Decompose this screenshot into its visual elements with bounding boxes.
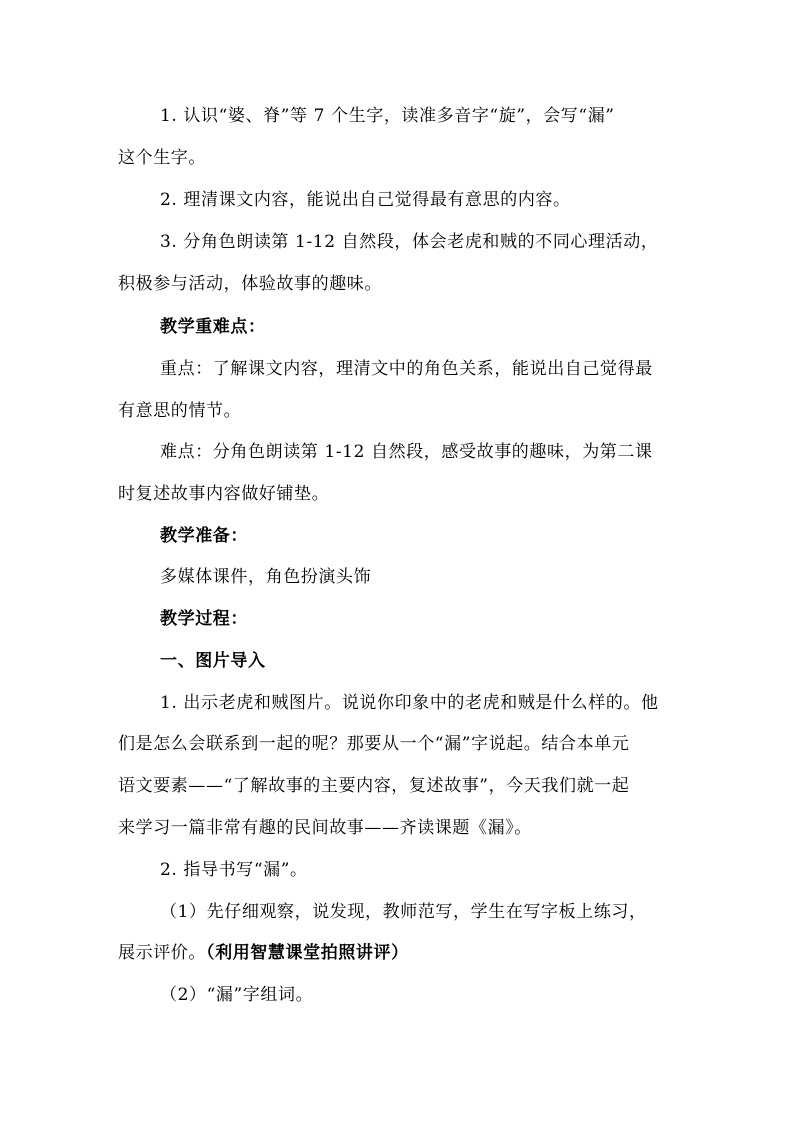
step-1-line-2: 们是怎么会联系到一起的呢？那要从一个“漏”字说起。结合本单元 xyxy=(118,734,630,754)
objective-3-line-2: 积极参与活动，体验故事的趣味。 xyxy=(118,274,382,294)
difficulty-line-2: 时复述故事内容做好铺垫。 xyxy=(118,484,330,504)
sub-step-1-line-2 xyxy=(118,942,409,964)
objective-1-line-2: 这个生字。 xyxy=(118,148,206,168)
sub-step-1-line-1: （1）先仔细观察，说发现，教师范写，学生在写字板上练习， xyxy=(160,902,647,922)
sub-step-2: （2）“漏”字组词。 xyxy=(160,985,314,1005)
focus-line-2: 有意思的情节。 xyxy=(118,401,242,421)
section-1-heading: 一、图片导入 xyxy=(160,651,266,671)
sub-step-1-text: 展示评价。 xyxy=(118,943,206,963)
step-1-line-3: 语文要素——“了解故事的主要内容，复述故事”，今天我们就一起 xyxy=(118,776,630,796)
step-1-line-1: 1. 出示老虎和贼图片。说说你印象中的老虎和贼是什么样的。他 xyxy=(160,693,659,713)
preparation-heading: 教学准备： xyxy=(160,526,248,546)
sub-step-1-note: （利用智慧课堂拍照讲评） xyxy=(206,943,409,963)
step-2: 2. 指导书写“漏”。 xyxy=(160,860,308,880)
preparation-content: 多媒体课件，角色扮演头饰 xyxy=(160,567,372,587)
step-1-line-4: 来学习一篇非常有趣的民间故事——齐读课题《漏》。 xyxy=(118,818,532,838)
objective-1-line-1: 1. 认识“婆、脊”等 7 个生字，读准多音字“旋”，会写“漏” xyxy=(160,106,615,126)
objective-2: 2. 理清课文内容，能说出自己觉得最有意思的内容。 xyxy=(160,190,571,210)
focus-line-1: 重点：了解课文内容，理清文中的角色关系，能说出自己觉得最 xyxy=(160,359,653,379)
process-heading: 教学过程： xyxy=(160,609,248,629)
key-points-heading: 教学重难点： xyxy=(160,317,266,337)
difficulty-line-1: 难点：分角色朗读第 1-12 自然段，感受故事的趣味，为第二课 xyxy=(160,442,653,462)
objective-3-line-1: 3. 分角色朗读第 1-12 自然段，体会老虎和贼的不同心理活动， xyxy=(160,232,659,252)
